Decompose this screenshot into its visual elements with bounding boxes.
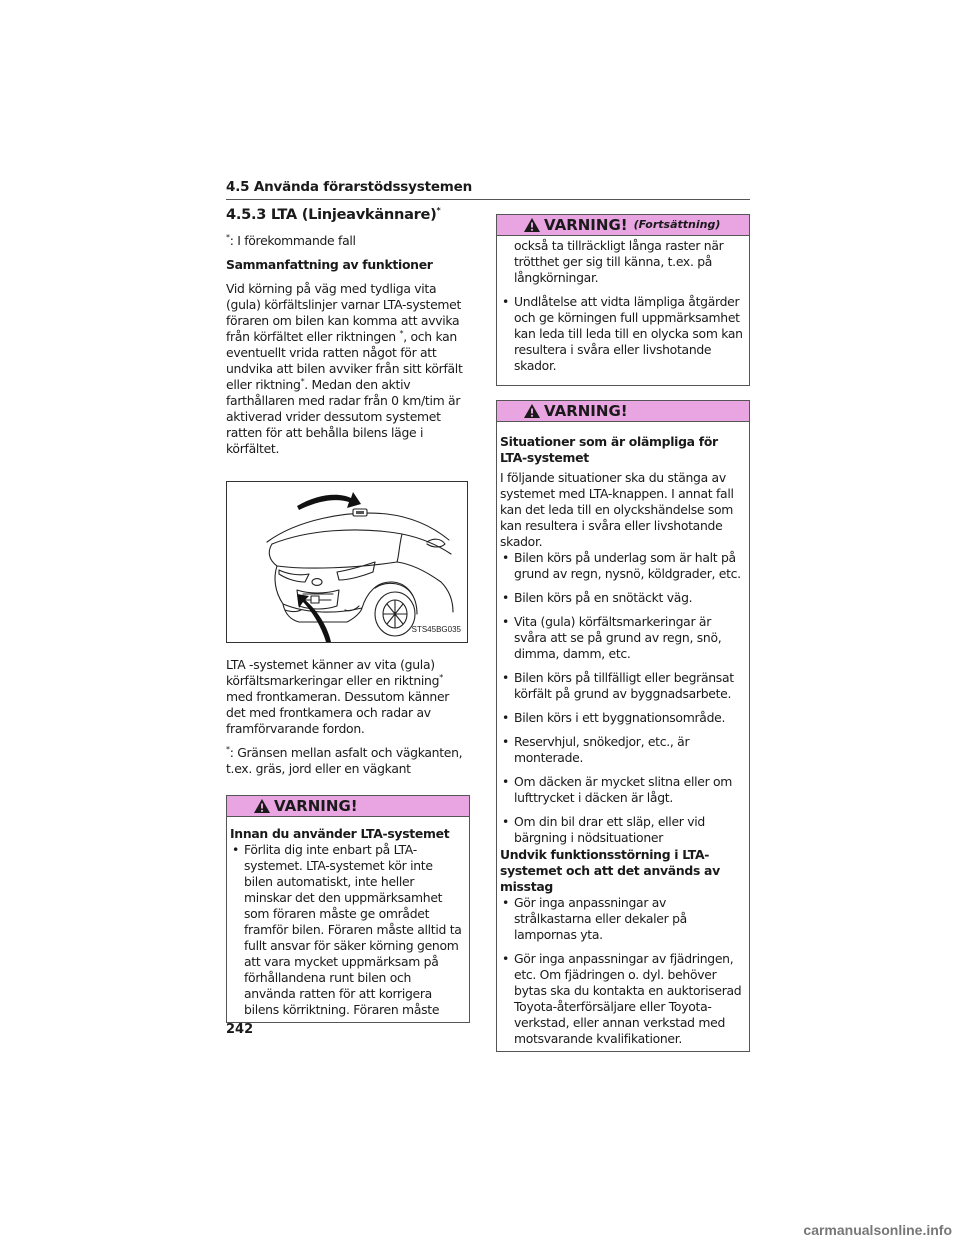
warning-list-item: • Vita (gula) körfältsmarkeringar är svåra att se på grund av regn, snö, dimma, damm, etc. xyxy=(500,614,743,662)
detection-paragraph: LTA -systemet känner av vita (gula) körfältsmarkeringar eller en riktning* med frontkameran. Dessutom känner det med frontkamera och radar av framförvarande fordon. xyxy=(226,657,450,736)
warning-list-item: • Om din bil drar ett släp, eller vid bärgning i nödsituationer xyxy=(500,814,743,846)
summary-paragraph: Vid körning på väg med tydliga vita (gula) körfältslinjer varnar LTA-systemet föraren om bilen kan komma att avvika från körfältet eller riktningen *, och kan eventuellt vrida ratten något för att undvika att bilen avviker från sitt körfält eller riktning*. Medan den aktiv farthållaren med radar från 0 km/tim är aktiverad vrider dessutom systemet ratten för att behålla bilens läge i körfältet. xyxy=(226,281,463,456)
warning-list-item: • Bilen körs i ett byggnationsområde. xyxy=(500,710,743,726)
page-title: 4.5.3 LTA (Linjeavkännare)* xyxy=(226,206,441,223)
warning-continued-text: också ta tillräckligt långa raster när trötthet ger sig till känna, t.ex. på långkörningar. xyxy=(514,238,724,285)
warning-intro: I följande situationer ska du stänga av systemet med LTA-knappen. I annat fall kan det leda till en olyckshändelse som kan resultera i svåra eller livshotande skador. xyxy=(500,470,734,549)
warning-triangle-icon xyxy=(253,798,271,814)
car-illustration xyxy=(227,482,467,642)
car-front-camera-figure xyxy=(226,481,468,643)
warning-list-item: • Gör inga anpassningar av strålkastarna eller dekaler på lampornas yta. xyxy=(500,895,743,943)
availability-note: *: I förekommande fall xyxy=(226,232,356,248)
warning-subheading: Situationer som är olämpliga för LTA-systemet xyxy=(500,434,718,465)
warning-list-item: • Gör inga anpassningar av fjädringen, etc. Om fjädringen o. dyl. behöver bytas ska du kontakta en auktoriserad Toyota-återförsäljare eller Toyota-verkstad, eller annan verkstad med motsvarande kvalifikationer. xyxy=(500,951,743,1047)
warning-header: VARNING! xyxy=(497,401,749,422)
warning-item: • Undlåtelse att vidta lämpliga åtgärder och ge körningen full uppmärksamhet kan leda till leda till en olycka som kan resultera i svåra eller livshotande skador. xyxy=(500,294,743,374)
warning-box-unsuitable-situations xyxy=(496,400,750,1052)
warning-subheading: Undvik funktionsstörning i LTA-systemet och att det används av misstag xyxy=(500,847,720,894)
warning-box-continued xyxy=(496,214,750,386)
figure-code: STS45BG035 xyxy=(411,625,461,634)
warning-header: VARNING! (Fortsättning) xyxy=(497,215,749,236)
warning-list-item: • Bilen körs på tillfälligt eller begränsat körfält på grund av byggnadsarbete. xyxy=(500,670,743,702)
warning-item: • Förlita dig inte enbart på LTA-systemet. LTA-systemet kör inte bilen automatiskt, inte heller minskar det den uppmärksamhet som föraren måste ge området framför bilen. Föraren måste alltid ta fullt ansvar för säker körning genom att vara mycket uppmärksam på förhållandena runt bilen och använda ratten för att korrigera bilens körriktning. Föraren måste xyxy=(230,842,463,1018)
summary-heading: Sammanfattning av funktioner xyxy=(226,257,433,272)
warning-box-before-use xyxy=(226,795,470,1023)
continued-label: (Fortsättning) xyxy=(633,218,721,231)
right-column xyxy=(496,214,750,1052)
left-column xyxy=(226,206,470,1023)
unsuitable-situations-list xyxy=(500,550,743,846)
watermark: carmanualsonline.info xyxy=(803,1222,952,1238)
warning-triangle-icon xyxy=(523,217,541,233)
avoid-malfunction-list xyxy=(500,895,743,1047)
footnote: *: Gränsen mellan asfalt och vägkanten, t.ex. gräs, jord eller en vägkant xyxy=(226,744,463,776)
warning-list-item: • Om däcken är mycket slitna eller om lufttrycket i däcken är lågt. xyxy=(500,774,743,806)
warning-list-item: • Reservhjul, snökedjor, etc., är monterade. xyxy=(500,734,743,766)
warning-subheading: Innan du använder LTA-systemet xyxy=(230,826,450,841)
page-number: 242 xyxy=(226,1022,254,1037)
warning-triangle-icon xyxy=(523,403,541,419)
section-header: 4.5 Använda förarstödssystemen xyxy=(226,179,750,200)
warning-header: VARNING! xyxy=(227,796,469,817)
warning-list-item: • Bilen körs på underlag som är halt på grund av regn, nysnö, köldgrader, etc. xyxy=(500,550,743,582)
warning-list-item: • Bilen körs på en snötäckt väg. xyxy=(500,590,743,606)
